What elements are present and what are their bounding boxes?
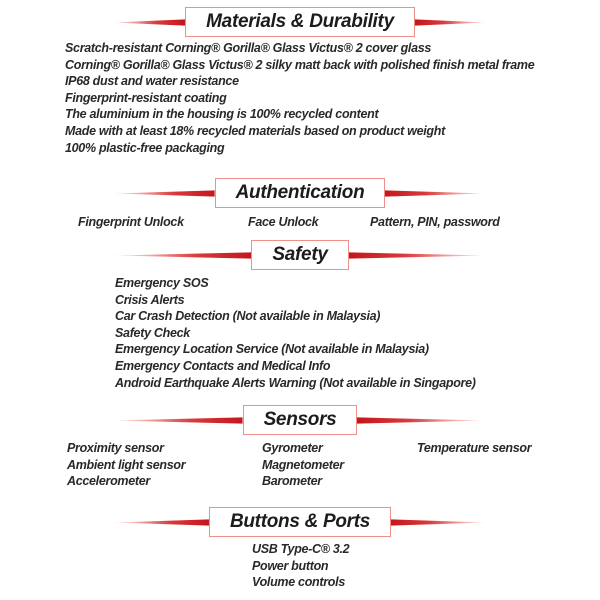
spec-item: USB Type-C® 3.2 <box>252 542 350 556</box>
spec-item: Temperature sensor <box>417 441 532 455</box>
section-title-box <box>251 240 348 270</box>
divider-spear-left <box>114 251 251 260</box>
spec-item: Android Earthquake Alerts Warning (Not available in Singapore) <box>115 375 476 390</box>
section-title-box <box>215 178 386 208</box>
spec-item: Magnetometer <box>262 457 344 472</box>
sensors-column-3 <box>417 440 531 457</box>
spec-item: Power button <box>252 558 329 573</box>
auth-item: Face Unlock <box>248 215 319 229</box>
spec-item: IP68 dust and water resistance <box>65 74 239 89</box>
sensors-column-1 <box>67 440 185 490</box>
section-header-materials <box>114 7 486 37</box>
spec-item: Fingerprint-resistant coating <box>65 90 227 105</box>
spec-item: Ambient light sensor <box>67 457 186 472</box>
section-header-sensors <box>114 405 486 435</box>
divider-spear-left <box>114 189 215 198</box>
materials-list <box>65 40 534 156</box>
spec-item: Emergency Contacts and Medical Info <box>115 358 331 373</box>
spec-item: Volume controls <box>252 575 345 590</box>
divider-spear-left <box>114 518 209 527</box>
section-title-box <box>209 507 391 537</box>
divider-spear-left <box>114 416 243 425</box>
section-header-authentication <box>114 178 486 208</box>
section-header-safety <box>114 240 486 270</box>
spec-item: The aluminium in the housing is 100% recycled content <box>65 107 379 122</box>
spec-item: Crisis Alerts <box>115 292 185 307</box>
section-title: Authentication <box>235 182 365 203</box>
section-title: Safety <box>272 244 328 265</box>
spec-item: Made with at least 18% recycled materials based on product weight <box>65 123 445 138</box>
sensors-column-2 <box>262 440 344 490</box>
divider-spear-left <box>114 18 185 27</box>
spec-item: Barometer <box>262 474 322 489</box>
spec-item: Proximity sensor <box>67 441 164 455</box>
divider-spear-right <box>415 18 486 27</box>
spec-item: Emergency SOS <box>115 276 209 290</box>
spec-item: Accelerometer <box>67 474 150 489</box>
safety-list <box>115 275 476 391</box>
section-title: Materials & Durability <box>206 11 394 32</box>
ports-list <box>252 541 349 591</box>
section-title: Buttons & Ports <box>229 511 371 532</box>
divider-spear-right <box>357 416 486 425</box>
section-header-buttons-ports <box>114 507 486 537</box>
section-title-box <box>185 7 415 37</box>
spec-item: Safety Check <box>115 325 190 340</box>
spec-item: Emergency Location Service (Not available in Malaysia) <box>115 342 429 357</box>
spec-item: Scratch-resistant Corning® Gorilla® Glass Victus® 2 cover glass <box>65 41 432 55</box>
auth-item: Pattern, PIN, password <box>370 215 500 229</box>
divider-spear-right <box>385 189 486 198</box>
spec-item: Corning® Gorilla® Glass Victus® 2 silky matt back with polished finish metal frame <box>65 57 535 72</box>
spec-item: Gyrometer <box>262 441 323 455</box>
spec-item: 100% plastic-free packaging <box>65 140 225 155</box>
divider-spear-right <box>349 251 486 260</box>
divider-spear-right <box>391 518 486 527</box>
section-title: Sensors <box>263 409 337 430</box>
section-title-box <box>243 405 358 435</box>
auth-item: Fingerprint Unlock <box>78 215 184 229</box>
spec-item: Car Crash Detection (Not available in Malaysia) <box>115 309 381 324</box>
